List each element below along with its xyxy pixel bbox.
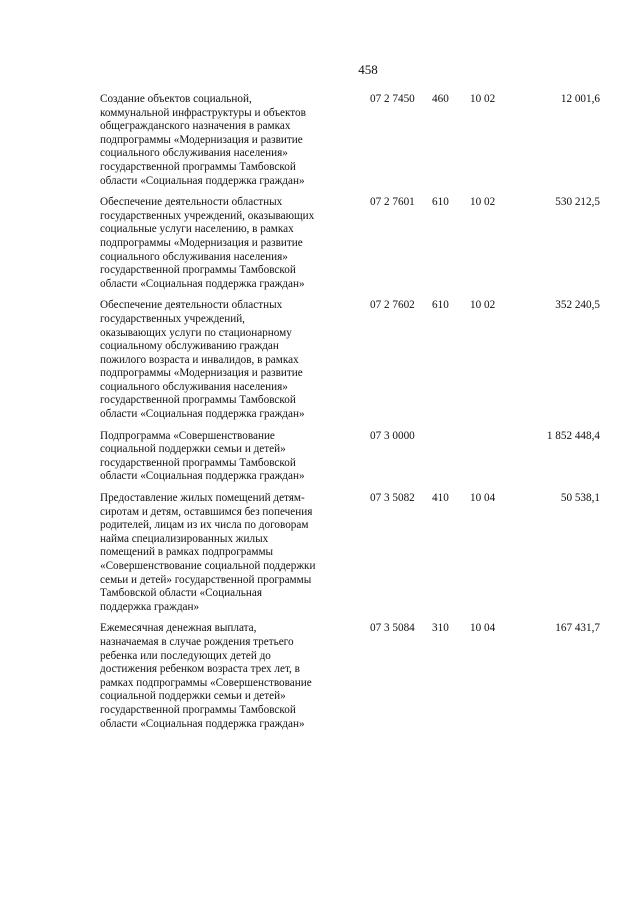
table-row: [100, 93, 610, 188]
row-amount: 50 538,1: [560, 492, 600, 505]
table-row: [100, 196, 610, 291]
row-description: Ежемесячная денежная выплата, назначаемая в случае рождения третьего ребенка или последующих детей до достижения ребенком возраста трех лет, в рамках подпрограммы «Совершенствование социальной поддержки семьи и детей» государственной программы Тамбовской области «Социальная поддержка граждан»: [100, 622, 312, 730]
row-description: Обеспечение деятельности областных государственных учреждений, оказывающих социальные услуги населению, в рамках подпрограммы «Модернизация и развитие социального обслуживания населения» государственной программы Тамбовской области «Социальная поддержка граждан»: [100, 196, 315, 290]
row-expense-type: 310: [432, 622, 449, 635]
row-description: Создание объектов социальной, коммунальной инфраструктуры и объектов общегражданского назначения в рамках подпрограммы «Модернизация и развитие социального обслуживания населения» государственной программы Тамбовской области «Социальная поддержка граждан»: [100, 93, 306, 187]
table-row: [100, 299, 610, 421]
row-expense-type: 460: [432, 93, 449, 105]
row-amount: 1 852 448,4: [546, 429, 600, 442]
row-section: 10 02: [470, 93, 496, 105]
row-expense-type: 610: [432, 299, 449, 312]
row-amount: 12 001,6: [560, 93, 600, 105]
row-section: 10 04: [470, 622, 496, 635]
budget-table: [100, 93, 610, 731]
row-section: 10 02: [470, 196, 496, 209]
row-amount: 352 240,5: [555, 299, 600, 312]
row-code: 07 3 0000: [370, 429, 415, 442]
row-section: 10 04: [470, 492, 496, 505]
row-expense-type: 410: [432, 492, 449, 505]
table-row: [100, 492, 610, 614]
table-row: [100, 622, 610, 731]
page-number: 458: [358, 62, 378, 77]
row-expense-type: 610: [432, 196, 449, 209]
row-description: Подпрограмма «Совершенствование социальной поддержки семьи и детей» государственной программы Тамбовской области «Социальная поддержка граждан»: [100, 429, 305, 483]
row-description: Обеспечение деятельности областных государственных учреждений, оказывающих услуги по стационарному социальному обслуживанию граждан пожилого возраста и инвалидов, в рамках подпрограммы «Модернизация и развитие социального обслуживания населения» государственной программы Тамбовской области «Социальная поддержка граждан»: [100, 299, 305, 421]
row-amount: 530 212,5: [555, 196, 600, 209]
row-code: 07 2 7602: [370, 299, 415, 312]
row-code: 07 3 5082: [370, 492, 415, 505]
table-row: [100, 430, 610, 484]
row-code: 07 3 5084: [370, 622, 415, 635]
row-code: 07 2 7450: [370, 93, 415, 105]
row-code: 07 2 7601: [370, 196, 415, 209]
row-description: Предоставление жилых помещений детям- сиротам и детям, оставшимся без попечения родителей, лицам из их числа по договорам найма специализированных жилых помещений в рамках подпрограммы «Совершенствование социальной поддержки семьи и детей» государственной программы Тамбовской области «Социальная поддержка граждан»: [100, 492, 316, 613]
row-section: 10 02: [470, 299, 496, 312]
row-amount: 167 431,7: [555, 622, 600, 635]
